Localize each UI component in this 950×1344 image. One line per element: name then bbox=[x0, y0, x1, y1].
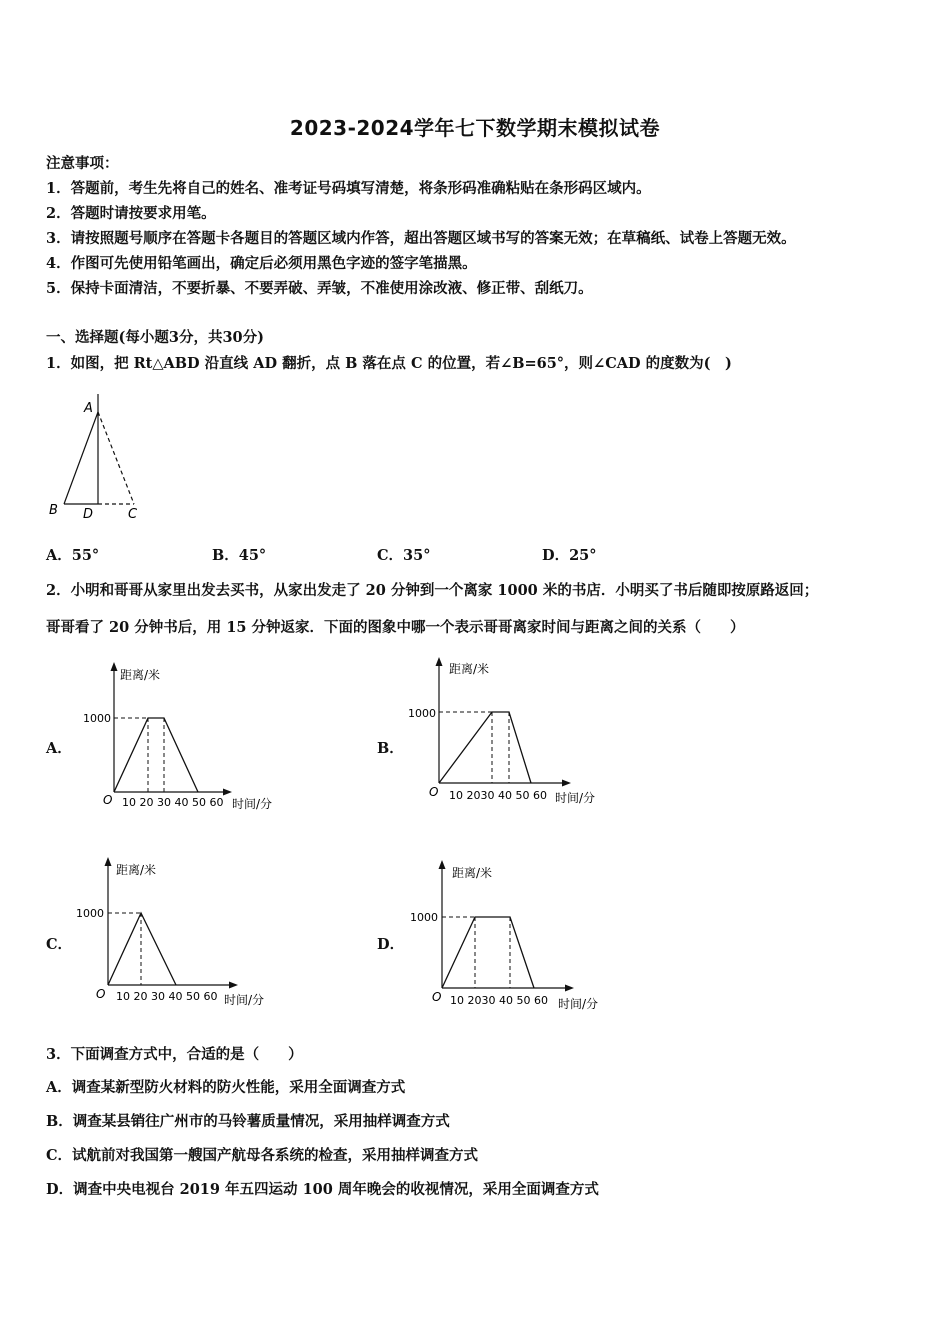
label-c: C bbox=[128, 507, 138, 522]
graph-b-origin: O bbox=[429, 785, 439, 799]
graph-d-xticks: 10 2030 40 50 60 bbox=[450, 994, 548, 1007]
graph-c-ylabel: 距离/米 bbox=[116, 863, 157, 877]
q3-option-d[interactable]: D．调查中央电视台 2019 年五四运动 100 周年晚会的收视情况，采用全面调查方式 bbox=[46, 1181, 599, 1198]
q1-option-d[interactable]: D．25° bbox=[542, 547, 597, 564]
line-ab bbox=[64, 412, 98, 504]
q1-option-c[interactable]: C．35° bbox=[377, 547, 431, 564]
notice-item: 1．答题前，考生先将自己的姓名、准考证号码填写清楚，将条形码准确粘贴在条形码区域内。 bbox=[46, 180, 651, 197]
graph-c-origin: O bbox=[96, 987, 106, 1001]
graph-b-ylabel: 距离/米 bbox=[449, 662, 490, 676]
notice-item: 4．作图可先使用铅笔画出，确定后必须用黑色字迹的签字笔描黑。 bbox=[46, 255, 477, 272]
q2-option-c-label[interactable]: C． bbox=[46, 936, 73, 953]
graph-c-xticks: 10 20 30 40 50 60 bbox=[116, 990, 218, 1003]
graph-c-line bbox=[108, 913, 176, 985]
q1-option-a[interactable]: A．55° bbox=[46, 547, 100, 564]
notice-item: 2．答题时请按要求用笔。 bbox=[46, 205, 216, 222]
question-1-text: 1．如图，把 Rt△ABD 沿直线 AD 翻折，点 B 落在点 C 的位置，若∠B=65°，则∠CAD 的度数为( ) bbox=[46, 355, 732, 372]
q3-option-c[interactable]: C．试航前对我国第一艘国产航母各系统的检查，采用抽样调查方式 bbox=[46, 1147, 479, 1164]
q2-option-b-label[interactable]: B． bbox=[377, 740, 404, 757]
graph-d-origin: O bbox=[432, 990, 442, 1004]
graph-b-ytick: 1000 bbox=[408, 707, 436, 720]
graph-b-line bbox=[439, 712, 531, 783]
graph-d-line bbox=[442, 917, 534, 988]
q2-graph-a bbox=[83, 660, 298, 815]
line-ac-dashed bbox=[98, 412, 134, 504]
graph-a-ylabel: 距离/米 bbox=[120, 668, 161, 682]
graph-d-xlabel: 时间/分 bbox=[558, 997, 599, 1011]
notice-item: 5．保持卡面清洁，不要折暴、不要弄破、弄皱，不准使用涂改液、修正带、刮纸刀。 bbox=[46, 280, 593, 297]
section-heading: 一、选择题(每小题3分，共30分) bbox=[46, 329, 264, 346]
q2-option-a-label[interactable]: A． bbox=[46, 740, 72, 757]
notice-heading: 注意事项： bbox=[46, 155, 119, 172]
q2-graph-c bbox=[76, 855, 292, 1010]
graph-b-xlabel: 时间/分 bbox=[555, 791, 596, 805]
page-title: 2023-2024学年七下数学期末模拟试卷 bbox=[289, 116, 661, 140]
q1-option-b[interactable]: B．45° bbox=[212, 547, 267, 564]
question-3-text: 3．下面调查方式中，合适的是（ ） bbox=[46, 1046, 303, 1063]
graph-a-ytick: 1000 bbox=[83, 712, 111, 725]
q2-option-d-label[interactable]: D． bbox=[377, 936, 405, 953]
q2-graph-d bbox=[410, 858, 628, 1013]
graph-c-xlabel: 时间/分 bbox=[224, 993, 265, 1007]
graph-b-xticks: 10 2030 40 50 60 bbox=[449, 789, 547, 802]
q1-triangle-figure bbox=[44, 392, 154, 527]
q3-option-a[interactable]: A．调查某新型防火材料的防火性能，采用全面调查方式 bbox=[46, 1079, 406, 1096]
graph-a-xlabel: 时间/分 bbox=[232, 797, 273, 811]
graph-d-ytick: 1000 bbox=[410, 911, 438, 924]
graph-c-ytick: 1000 bbox=[76, 907, 104, 920]
graph-a-line bbox=[114, 718, 198, 792]
label-a: A bbox=[84, 401, 93, 416]
question-2-line1: 2．小明和哥哥从家里出发去买书，从家出发走了 20 分钟到一个离家 1000 米的书店．小明买了书后随即按原路返回； bbox=[46, 582, 819, 599]
graph-a-origin: O bbox=[103, 793, 113, 807]
label-d: D bbox=[83, 507, 94, 522]
q3-option-b[interactable]: B．调查某县销往广州市的马铃薯质量情况，采用抽样调查方式 bbox=[46, 1113, 450, 1130]
graph-d-ylabel: 距离/米 bbox=[452, 866, 493, 880]
q2-graph-b bbox=[408, 655, 625, 810]
label-b: B bbox=[49, 503, 58, 518]
question-2-line2: 哥哥看了 20 分钟书后，用 15 分钟返家．下面的图象中哪一个表示哥哥离家时间与距离之间的关系（ ） bbox=[46, 619, 745, 636]
graph-a-xticks: 10 20 30 40 50 60 bbox=[122, 796, 224, 809]
notice-item: 3．请按照题号顺序在答题卡各题目的答题区域内作答，超出答题区域书写的答案无效；在草稿纸、试卷上答题无效。 bbox=[46, 230, 796, 247]
